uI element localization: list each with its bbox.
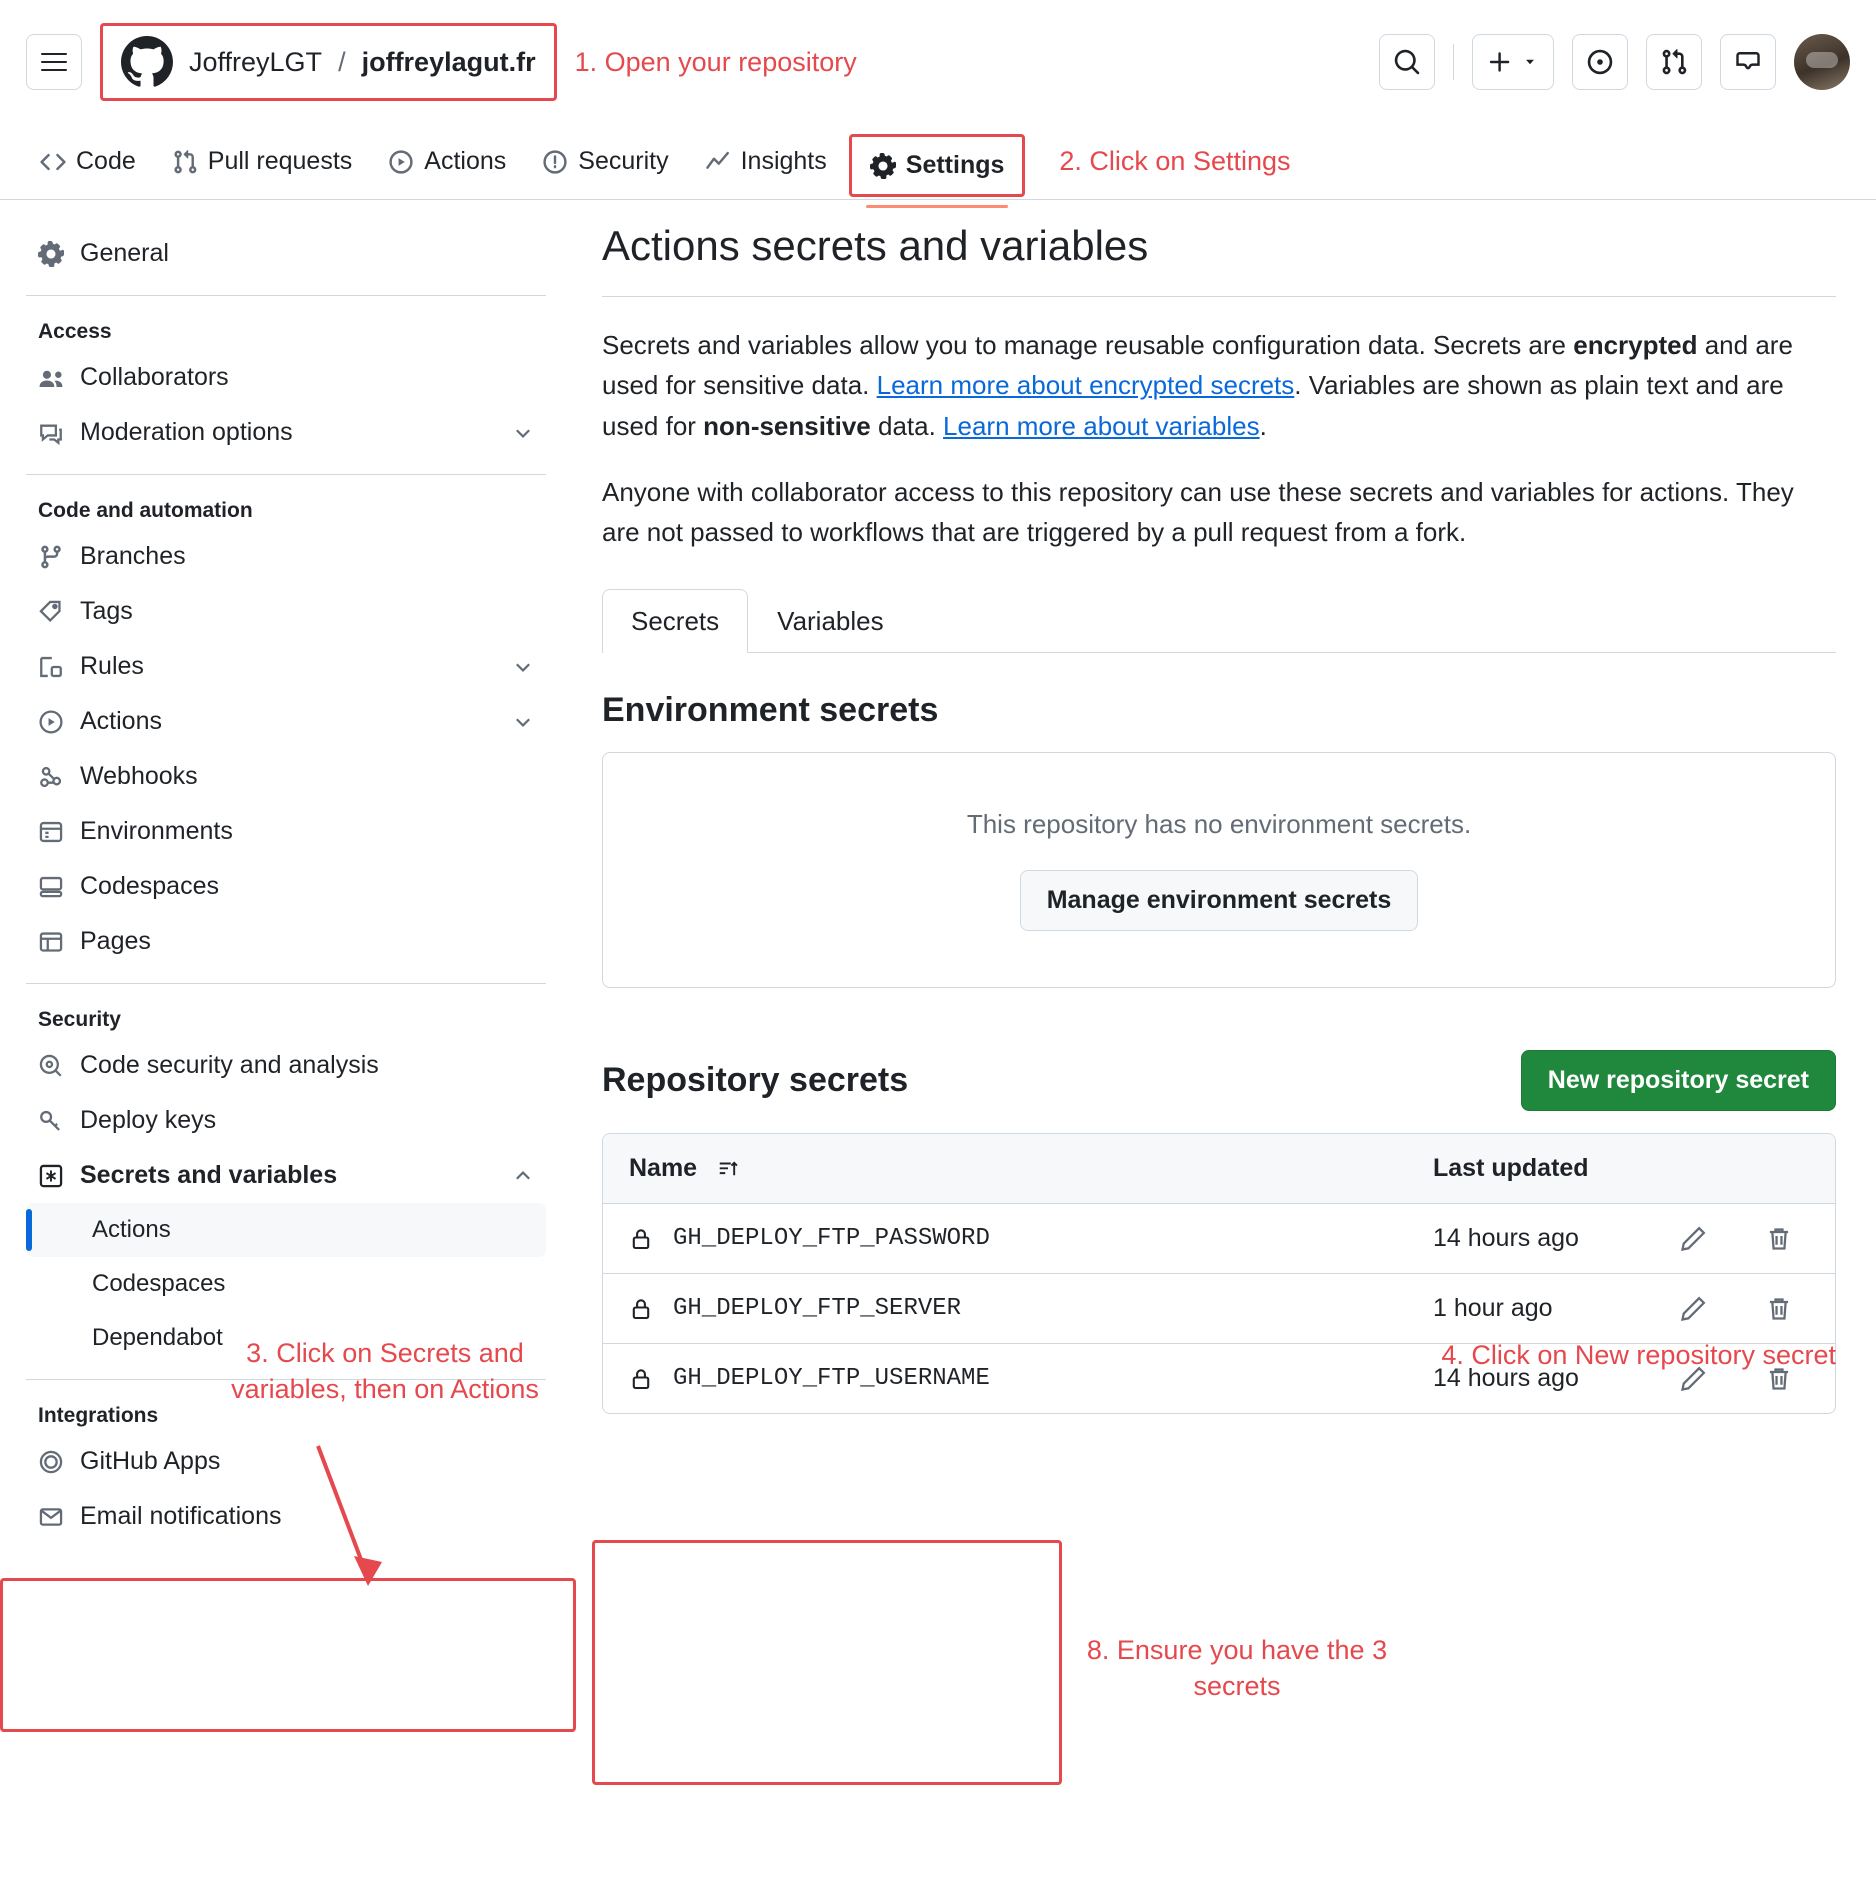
chevron-down-icon[interactable] (512, 656, 534, 678)
intro-paragraph-1 (602, 325, 1836, 446)
sidebar-item-environments[interactable] (26, 804, 546, 859)
sidebar-item-code-security-label: Code security and analysis (80, 1051, 379, 1079)
sidebar-item-rules-label: Rules (80, 652, 144, 680)
page-body (0, 200, 1876, 1702)
tab-code-label: Code (76, 147, 136, 175)
secret-last-updated: 1 hour ago (1433, 1294, 1553, 1323)
menu-button[interactable] (26, 34, 82, 90)
rules-icon (38, 654, 64, 680)
intro-paragraph-2: Anyone with collaborator access to this repository can use these secrets and variables for actions. They are not passed to workflows that are triggered by a pull request from a fork. (602, 476, 1794, 548)
environments-icon (38, 819, 64, 845)
lock-icon (629, 1227, 653, 1251)
pages-icon (38, 929, 64, 955)
sidebar-item-email-notifications-label: Email notifications (80, 1502, 282, 1530)
annotation-8: 8. Ensure you have the 3 secrets (1086, 1635, 1388, 1702)
intro-bold-encrypted: encrypted (1573, 330, 1698, 360)
repo-owner[interactable]: JoffreyLGT (189, 46, 323, 77)
tab-code[interactable] (26, 137, 150, 186)
key-icon (38, 1108, 64, 1134)
sidebar-subitem-codespaces[interactable]: Codespaces (92, 1270, 226, 1297)
delete-secret-button[interactable] (1749, 1295, 1809, 1323)
graph-icon (705, 149, 731, 175)
sidebar-item-secrets-and-variables[interactable] (26, 1148, 546, 1203)
shield-icon (542, 149, 568, 175)
create-new-button[interactable] (1472, 34, 1554, 90)
tab-insights-label: Insights (740, 147, 827, 175)
gear-icon (870, 153, 896, 179)
sidebar-item-github-apps[interactable] (26, 1434, 546, 1489)
environment-secrets-empty-text: This repository has no environment secrets. (966, 809, 1472, 840)
secret-name: GH_DEPLOY_FTP_PASSWORD (673, 1225, 990, 1253)
sidebar-item-codespaces-label: Codespaces (80, 872, 219, 900)
play-icon (388, 149, 414, 175)
gear-icon (38, 241, 64, 267)
sidebar-item-general[interactable] (26, 226, 546, 281)
tag-icon (38, 599, 64, 625)
play-icon (38, 709, 64, 735)
sidebar-item-email-notifications[interactable] (26, 1489, 546, 1544)
table-row (603, 1204, 1835, 1274)
asterisk-icon (38, 1163, 64, 1189)
environment-secrets-empty-state (602, 752, 1836, 988)
pull-request-icon (172, 149, 198, 175)
intro-text: and are used for sensitive data. (602, 330, 1793, 401)
webhook-icon (38, 764, 64, 790)
tab-pull-requests[interactable] (158, 137, 367, 186)
intro-text: Secrets and variables allow you to manage reusable configuration data. Secrets are (602, 330, 1574, 360)
sidebar-item-secrets-and-variables-label: Secrets and variables (80, 1161, 338, 1189)
link-encrypted-secrets[interactable]: Learn more about encrypted secrets (876, 370, 1295, 401)
tab-security-label: Security (578, 147, 669, 175)
intro-text: data. (870, 410, 944, 441)
table-row (603, 1274, 1835, 1344)
sidebar-heading-integrations: Integrations (38, 1404, 159, 1427)
lock-icon (629, 1367, 653, 1391)
secret-name: GH_DEPLOY_FTP_USERNAME (673, 1365, 990, 1393)
sidebar-item-pages[interactable] (26, 914, 546, 969)
sidebar-item-branches[interactable] (26, 529, 546, 584)
column-header-last-updated: Last updated (1433, 1154, 1589, 1183)
settings-sidebar (0, 200, 572, 1544)
sidebar-item-github-apps-label: GitHub Apps (80, 1447, 221, 1475)
issues-button[interactable] (1572, 34, 1628, 90)
pull-requests-button[interactable] (1646, 34, 1702, 90)
annotation-2: 2. Click on Settings (1059, 146, 1291, 176)
tab-actions-label: Actions (424, 147, 507, 175)
sidebar-item-branches-label: Branches (80, 542, 186, 570)
sidebar-item-deploy-keys-label: Deploy keys (80, 1106, 217, 1134)
header-actions (1379, 34, 1850, 90)
apps-icon (38, 1449, 64, 1475)
tab-settings-label: Settings (905, 151, 1005, 179)
repository-secrets-table (602, 1133, 1836, 1414)
page-title: Actions secrets and variables (602, 222, 1149, 269)
sidebar-item-codespaces[interactable] (26, 859, 546, 914)
sidebar-item-general-label: General (80, 239, 169, 267)
chevron-down-icon[interactable] (512, 422, 534, 444)
sidebar-heading-code-and-automation: Code and automation (38, 499, 253, 522)
secret-name-cell (629, 1225, 1433, 1252)
chevron-down-icon (1521, 53, 1539, 71)
tab-actions[interactable] (374, 137, 520, 186)
branch-icon (38, 544, 64, 570)
annotation-1: 1. Open your repository (574, 46, 857, 77)
header-divider (1453, 44, 1454, 80)
sidebar-item-code-security-and-analysis[interactable] (26, 1038, 546, 1093)
lock-icon (629, 1297, 653, 1321)
sidebar-heading-security: Security (38, 1008, 121, 1031)
sidebar-item-collaborators-label: Collaborators (80, 363, 229, 391)
manage-environment-secrets-button[interactable]: Manage environment secrets (1020, 870, 1419, 931)
sidebar-item-tags-label: Tags (80, 597, 133, 625)
tab-settings[interactable] (849, 134, 1026, 197)
column-header-name[interactable] (629, 1154, 1433, 1183)
sidebar-subitem-dependabot[interactable]: Dependabot (92, 1324, 223, 1351)
secret-last-updated: 14 hours ago (1433, 1364, 1579, 1393)
sidebar-item-tags[interactable] (26, 584, 546, 639)
secret-name-cell (629, 1365, 1433, 1392)
edit-secret-button[interactable] (1663, 1295, 1723, 1323)
main-content (572, 200, 1876, 1702)
repository-breadcrumb[interactable] (100, 23, 557, 101)
sort-icon[interactable] (717, 1158, 739, 1180)
delete-secret-button[interactable] (1749, 1225, 1809, 1253)
repository-secrets-heading: Repository secrets (602, 1061, 909, 1100)
search-button[interactable] (1379, 34, 1435, 90)
tab-variables[interactable]: Variables (777, 606, 884, 637)
divider (26, 474, 546, 475)
annotation-4: 4. Click on New repository secret (1441, 1340, 1836, 1370)
divider (26, 295, 546, 296)
github-logo-icon (121, 36, 173, 88)
sidebar-item-moderation-options-label: Moderation options (80, 418, 293, 446)
plus-icon (1487, 49, 1513, 75)
tab-insights[interactable] (691, 137, 841, 186)
codespaces-icon (38, 874, 64, 900)
sidebar-item-webhooks-label: Webhooks (80, 762, 198, 790)
chevron-down-icon[interactable] (512, 711, 534, 733)
sidebar-item-deploy-keys[interactable] (26, 1093, 546, 1148)
notifications-button[interactable] (1720, 34, 1776, 90)
secret-name: GH_DEPLOY_FTP_SERVER (673, 1295, 962, 1323)
sidebar-item-pages-label: Pages (80, 927, 151, 955)
tab-security[interactable] (528, 137, 682, 186)
divider (602, 296, 1836, 297)
intro-text: . Variables are shown as plain text and are used for (602, 370, 1784, 441)
tab-secrets[interactable]: Secrets (602, 589, 748, 653)
page-header (0, 0, 1876, 124)
pull-request-icon (1660, 48, 1688, 76)
code-icon (40, 149, 66, 175)
repo-name[interactable]: joffreylagut.fr (361, 46, 536, 77)
table-header-row (603, 1134, 1835, 1204)
environment-secrets-heading: Environment secrets (602, 691, 939, 730)
breadcrumb-separator: / (338, 46, 346, 77)
new-repository-secret-button[interactable]: New repository secret (1521, 1050, 1836, 1111)
sidebar-item-environments-label: Environments (80, 817, 233, 845)
issue-opened-icon (1586, 48, 1614, 76)
repository-secrets-header (602, 1050, 1836, 1111)
intro-text: . (1259, 410, 1267, 441)
sidebar-item-actions[interactable] (26, 694, 546, 749)
search-icon (1393, 48, 1421, 76)
sidebar-item-rules[interactable] (26, 639, 546, 694)
avatar[interactable] (1794, 34, 1850, 90)
mail-icon (38, 1504, 64, 1530)
divider (26, 983, 546, 984)
sidebar-item-actions-label: Actions (80, 707, 162, 735)
codescan-icon (38, 1053, 64, 1079)
sidebar-item-collaborators[interactable] (26, 350, 546, 405)
column-header-name-label: Name (629, 1154, 698, 1183)
annotation-box-secret-names (592, 1540, 1062, 1785)
people-icon (38, 365, 64, 391)
sidebar-item-webhooks[interactable] (26, 749, 546, 804)
sidebar-subitem-actions[interactable]: Actions (26, 1203, 546, 1257)
secrets-variables-tabs (602, 588, 1836, 653)
sidebar-item-moderation-options[interactable] (26, 405, 546, 460)
repo-nav (0, 124, 1876, 200)
edit-secret-button[interactable] (1663, 1225, 1723, 1253)
intro-bold-non-sensitive: non-sensitive (703, 410, 871, 441)
annotation-3: 3. Click on Secrets and variables, then on Actions (231, 1338, 539, 1405)
sidebar-heading-access: Access (38, 320, 112, 343)
chevron-up-icon[interactable] (512, 1165, 534, 1187)
link-variables[interactable]: Learn more about variables (943, 410, 1260, 441)
comment-icon (38, 420, 64, 446)
secret-name-cell (629, 1295, 1433, 1322)
annotation-box-secrets (0, 1578, 576, 1732)
secret-last-updated: 14 hours ago (1433, 1224, 1579, 1253)
tab-pull-requests-label: Pull requests (207, 147, 353, 175)
inbox-icon (1734, 48, 1762, 76)
annotation-arrow (290, 1438, 410, 1598)
selected-indicator (26, 1209, 32, 1251)
